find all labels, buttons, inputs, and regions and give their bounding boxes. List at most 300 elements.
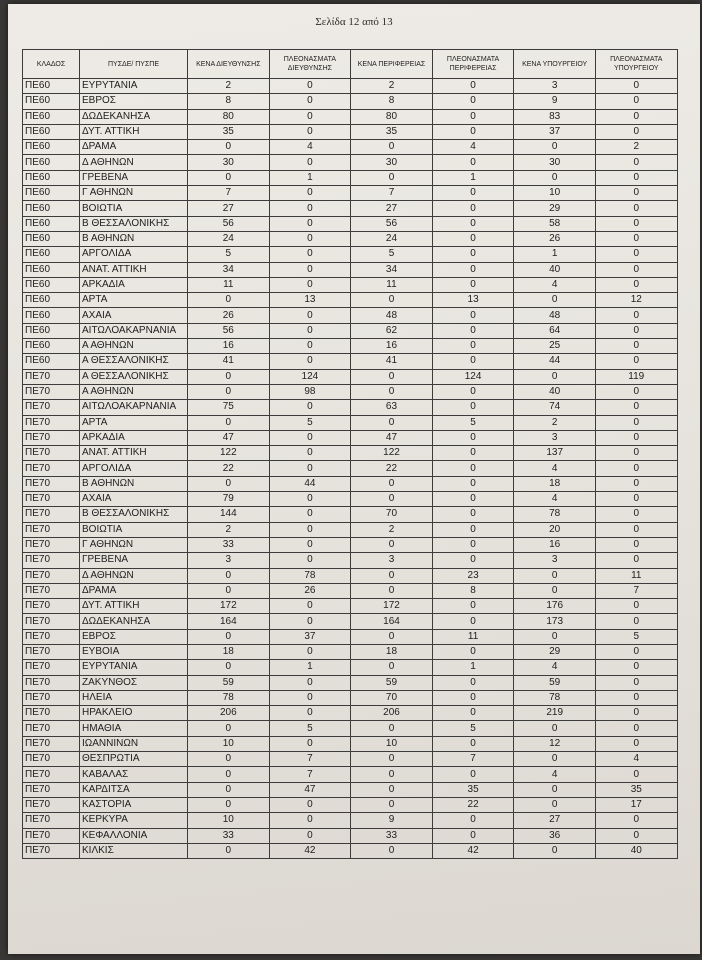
kena-perifereias-cell: 22 (351, 461, 433, 476)
kena-perifereias-cell: 0 (351, 629, 433, 644)
kena-ypourgeiou-cell: 9 (514, 94, 596, 109)
table-row (23, 231, 678, 246)
table-row (23, 614, 678, 629)
pysde-cell: ΑΡΤΑ (80, 293, 188, 308)
pleonasmata-ypourgeiou-cell: 0 (595, 461, 677, 476)
pysde-cell: ΑΡΚΑΔΙΑ (80, 430, 188, 445)
kena-ypourgeiou-cell: 176 (514, 599, 596, 614)
kena-ypourgeiou-cell: 3 (514, 553, 596, 568)
pleonasmata-dieuthynsis-cell: 7 (269, 767, 351, 782)
pleonasmata-perifereias-cell: 23 (432, 568, 514, 583)
pysde-cell: ΗΜΑΘΙΑ (80, 721, 188, 736)
kena-perifereias-cell: 0 (351, 797, 433, 812)
kena-dieuthynsis-cell: 2 (188, 79, 270, 94)
pleonasmata-ypourgeiou-cell: 0 (595, 354, 677, 369)
pleonasmata-dieuthynsis-cell: 13 (269, 293, 351, 308)
kena-dieuthynsis-cell: 206 (188, 706, 270, 721)
pleonasmata-ypourgeiou-cell: 0 (595, 507, 677, 522)
kena-perifereias-cell: 10 (351, 736, 433, 751)
kena-dieuthynsis-cell: 0 (188, 721, 270, 736)
klados-cell: ΠΕ60 (23, 339, 80, 354)
klados-cell: ΠΕ70 (23, 507, 80, 522)
kena-ypourgeiou-cell: 27 (514, 813, 596, 828)
pysde-cell: ΕΥΒΟΙΑ (80, 644, 188, 659)
pleonasmata-perifereias-cell: 0 (432, 308, 514, 323)
pleonasmata-perifereias-cell: 0 (432, 614, 514, 629)
pleonasmata-ypourgeiou-cell: 0 (595, 767, 677, 782)
pleonasmata-dieuthynsis-cell: 0 (269, 277, 351, 292)
kena-ypourgeiou-cell: 25 (514, 339, 596, 354)
kena-dieuthynsis-cell: 41 (188, 354, 270, 369)
pysde-cell: ΕΥΡΥΤΑΝΙΑ (80, 79, 188, 94)
kena-ypourgeiou-cell: 2 (514, 415, 596, 430)
pleonasmata-perifereias-cell: 0 (432, 675, 514, 690)
pysde-cell: Β ΘΕΣΣΑΛΟΝΙΚΗΣ (80, 216, 188, 231)
pleonasmata-dieuthynsis-cell: 0 (269, 231, 351, 246)
kena-dieuthynsis-cell: 0 (188, 369, 270, 384)
pleonasmata-ypourgeiou-cell: 40 (595, 843, 677, 858)
pysde-cell: Β ΑΘΗΝΩΝ (80, 476, 188, 491)
pleonasmata-dieuthynsis-cell: 0 (269, 308, 351, 323)
pysde-cell: ΑΧΑΙΑ (80, 308, 188, 323)
kena-dieuthynsis-cell: 5 (188, 247, 270, 262)
pleonasmata-perifereias-cell: 0 (432, 231, 514, 246)
header-pleonasmata-ypourgeiou: ΠΛΕΟΝΑΣΜΑΤΑ ΥΠΟΥΡΓΕΙΟΥ (595, 50, 677, 79)
kena-perifereias-cell: 48 (351, 308, 433, 323)
pleonasmata-dieuthynsis-cell: 26 (269, 583, 351, 598)
klados-cell: ΠΕ70 (23, 446, 80, 461)
pleonasmata-perifereias-cell: 0 (432, 430, 514, 445)
klados-cell: ΠΕ60 (23, 79, 80, 94)
klados-cell: ΠΕ60 (23, 124, 80, 139)
pleonasmata-ypourgeiou-cell: 0 (595, 186, 677, 201)
pleonasmata-ypourgeiou-cell: 0 (595, 690, 677, 705)
pleonasmata-ypourgeiou-cell: 12 (595, 293, 677, 308)
kena-perifereias-cell: 70 (351, 690, 433, 705)
pleonasmata-ypourgeiou-cell: 0 (595, 446, 677, 461)
pleonasmata-dieuthynsis-cell: 0 (269, 507, 351, 522)
kena-perifereias-cell: 11 (351, 277, 433, 292)
table-row (23, 813, 678, 828)
klados-cell: ΠΕ60 (23, 201, 80, 216)
klados-cell: ΠΕ70 (23, 736, 80, 751)
kena-dieuthynsis-cell: 0 (188, 568, 270, 583)
header-pleonasmata-perifereias: ΠΛΕΟΝΑΣΜΑΤΑ ΠΕΡΙΦΕΡΕΙΑΣ (432, 50, 514, 79)
kena-dieuthynsis-cell: 79 (188, 492, 270, 507)
pleonasmata-perifereias-cell: 124 (432, 369, 514, 384)
kena-ypourgeiou-cell: 0 (514, 140, 596, 155)
pysde-cell: ΑΙΤΩΛΟΑΚΑΡΝΑΝΙΑ (80, 323, 188, 338)
pleonasmata-perifereias-cell: 4 (432, 140, 514, 155)
kena-dieuthynsis-cell: 0 (188, 415, 270, 430)
kena-perifereias-cell: 59 (351, 675, 433, 690)
document-page (8, 4, 700, 954)
pleonasmata-perifereias-cell: 1 (432, 170, 514, 185)
pysde-cell: ΑΝΑΤ. ΑΤΤΙΚΗ (80, 262, 188, 277)
pleonasmata-perifereias-cell: 0 (432, 323, 514, 338)
kena-dieuthynsis-cell: 33 (188, 828, 270, 843)
pleonasmata-perifereias-cell: 11 (432, 629, 514, 644)
kena-dieuthynsis-cell: 164 (188, 614, 270, 629)
kena-dieuthynsis-cell: 59 (188, 675, 270, 690)
table-row (23, 400, 678, 415)
kena-dieuthynsis-cell: 34 (188, 262, 270, 277)
pleonasmata-dieuthynsis-cell: 0 (269, 537, 351, 552)
klados-cell: ΠΕ70 (23, 629, 80, 644)
pleonasmata-ypourgeiou-cell: 0 (595, 828, 677, 843)
kena-ypourgeiou-cell: 4 (514, 461, 596, 476)
pleonasmata-dieuthynsis-cell: 0 (269, 553, 351, 568)
pleonasmata-ypourgeiou-cell: 0 (595, 553, 677, 568)
kena-perifereias-cell: 0 (351, 384, 433, 399)
pleonasmata-ypourgeiou-cell: 0 (595, 94, 677, 109)
klados-cell: ΠΕ60 (23, 277, 80, 292)
kena-dieuthynsis-cell: 22 (188, 461, 270, 476)
pysde-cell: Α ΘΕΣΣΑΛΟΝΙΚΗΣ (80, 369, 188, 384)
kena-ypourgeiou-cell: 78 (514, 507, 596, 522)
kena-ypourgeiou-cell: 12 (514, 736, 596, 751)
pleonasmata-perifereias-cell: 0 (432, 522, 514, 537)
pleonasmata-dieuthynsis-cell: 98 (269, 384, 351, 399)
pleonasmata-dieuthynsis-cell: 0 (269, 94, 351, 109)
kena-perifereias-cell: 0 (351, 492, 433, 507)
kena-ypourgeiou-cell: 59 (514, 675, 596, 690)
kena-ypourgeiou-cell: 0 (514, 369, 596, 384)
table-row (23, 94, 678, 109)
klados-cell: ΠΕ70 (23, 828, 80, 843)
kena-ypourgeiou-cell: 0 (514, 752, 596, 767)
table-row (23, 369, 678, 384)
pleonasmata-ypourgeiou-cell: 5 (595, 629, 677, 644)
kena-perifereias-cell: 0 (351, 140, 433, 155)
pysde-cell: ΗΛΕΙΑ (80, 690, 188, 705)
kena-perifereias-cell: 0 (351, 568, 433, 583)
table-row (23, 277, 678, 292)
kena-ypourgeiou-cell: 40 (514, 262, 596, 277)
header-kena-ypourgeiou: ΚΕΝΑ ΥΠΟΥΡΓΕΙΟΥ (514, 50, 596, 79)
kena-ypourgeiou-cell: 40 (514, 384, 596, 399)
pleonasmata-perifereias-cell: 0 (432, 277, 514, 292)
klados-cell: ΠΕ60 (23, 170, 80, 185)
pleonasmata-dieuthynsis-cell: 0 (269, 109, 351, 124)
pysde-cell: ΕΒΡΟΣ (80, 94, 188, 109)
kena-ypourgeiou-cell: 4 (514, 277, 596, 292)
pleonasmata-perifereias-cell: 0 (432, 828, 514, 843)
pleonasmata-perifereias-cell: 0 (432, 476, 514, 491)
kena-ypourgeiou-cell: 74 (514, 400, 596, 415)
kena-dieuthynsis-cell: 0 (188, 293, 270, 308)
pleonasmata-ypourgeiou-cell: 0 (595, 675, 677, 690)
table-row (23, 675, 678, 690)
table-row (23, 124, 678, 139)
klados-cell: ΠΕ70 (23, 553, 80, 568)
table-row (23, 828, 678, 843)
kena-dieuthynsis-cell: 27 (188, 201, 270, 216)
kena-perifereias-cell: 3 (351, 553, 433, 568)
table-row (23, 109, 678, 124)
pleonasmata-dieuthynsis-cell: 0 (269, 446, 351, 461)
klados-cell: ΠΕ60 (23, 216, 80, 231)
kena-perifereias-cell: 0 (351, 537, 433, 552)
pleonasmata-perifereias-cell: 0 (432, 537, 514, 552)
pleonasmata-ypourgeiou-cell: 0 (595, 400, 677, 415)
kena-perifereias-cell: 8 (351, 94, 433, 109)
pleonasmata-ypourgeiou-cell: 0 (595, 599, 677, 614)
pysde-cell: ΔΥΤ. ΑΤΤΙΚΗ (80, 124, 188, 139)
pleonasmata-dieuthynsis-cell: 0 (269, 339, 351, 354)
kena-dieuthynsis-cell: 30 (188, 155, 270, 170)
pysde-cell: ΚΑΣΤΟΡΙΑ (80, 797, 188, 812)
kena-dieuthynsis-cell: 75 (188, 400, 270, 415)
klados-cell: ΠΕ60 (23, 354, 80, 369)
pleonasmata-perifereias-cell: 0 (432, 446, 514, 461)
pleonasmata-ypourgeiou-cell: 0 (595, 170, 677, 185)
pysde-cell: ΑΡΤΑ (80, 415, 188, 430)
klados-cell: ΠΕ60 (23, 186, 80, 201)
pysde-cell: ΓΡΕΒΕΝΑ (80, 553, 188, 568)
header-pleonasmata-dieuthynsis: ΠΛΕΟΝΑΣΜΑΤΑ ΔΙΕΥΘΥΝΣΗΣ (269, 50, 351, 79)
kena-dieuthynsis-cell: 18 (188, 644, 270, 659)
klados-cell: ΠΕ70 (23, 400, 80, 415)
pleonasmata-perifereias-cell: 0 (432, 262, 514, 277)
kena-perifereias-cell: 56 (351, 216, 433, 231)
kena-dieuthynsis-cell: 24 (188, 231, 270, 246)
pysde-cell: Δ ΑΘΗΝΩΝ (80, 155, 188, 170)
kena-perifereias-cell: 0 (351, 293, 433, 308)
pleonasmata-perifereias-cell: 0 (432, 124, 514, 139)
pleonasmata-dieuthynsis-cell: 0 (269, 736, 351, 751)
pleonasmata-ypourgeiou-cell: 0 (595, 201, 677, 216)
pleonasmata-ypourgeiou-cell: 0 (595, 736, 677, 751)
klados-cell: ΠΕ60 (23, 308, 80, 323)
klados-cell: ΠΕ70 (23, 752, 80, 767)
table-row (23, 262, 678, 277)
kena-dieuthynsis-cell: 0 (188, 752, 270, 767)
table-row (23, 415, 678, 430)
pysde-cell: ΓΡΕΒΕΝΑ (80, 170, 188, 185)
pleonasmata-ypourgeiou-cell: 0 (595, 339, 677, 354)
klados-cell: ΠΕ70 (23, 660, 80, 675)
pleonasmata-perifereias-cell: 0 (432, 553, 514, 568)
pleonasmata-ypourgeiou-cell: 2 (595, 140, 677, 155)
kena-ypourgeiou-cell: 36 (514, 828, 596, 843)
pleonasmata-dieuthynsis-cell: 0 (269, 247, 351, 262)
pysde-cell: Γ ΑΘΗΝΩΝ (80, 186, 188, 201)
pysde-cell: ΗΡΑΚΛΕΙΟ (80, 706, 188, 721)
kena-dieuthynsis-cell: 3 (188, 553, 270, 568)
klados-cell: ΠΕ70 (23, 706, 80, 721)
pleonasmata-ypourgeiou-cell: 0 (595, 79, 677, 94)
kena-dieuthynsis-cell: 0 (188, 140, 270, 155)
kena-ypourgeiou-cell: 20 (514, 522, 596, 537)
klados-cell: ΠΕ70 (23, 522, 80, 537)
klados-cell: ΠΕ60 (23, 140, 80, 155)
klados-cell: ΠΕ70 (23, 492, 80, 507)
pleonasmata-perifereias-cell: 0 (432, 384, 514, 399)
kena-dieuthynsis-cell: 56 (188, 323, 270, 338)
table-row (23, 797, 678, 812)
table-row (23, 186, 678, 201)
pleonasmata-ypourgeiou-cell: 17 (595, 797, 677, 812)
klados-cell: ΠΕ70 (23, 614, 80, 629)
klados-cell: ΠΕ70 (23, 767, 80, 782)
kena-dieuthynsis-cell: 0 (188, 583, 270, 598)
pysde-cell: ΕΒΡΟΣ (80, 629, 188, 644)
pysde-cell: ΑΙΤΩΛΟΑΚΑΡΝΑΝΙΑ (80, 400, 188, 415)
pleonasmata-ypourgeiou-cell: 0 (595, 522, 677, 537)
pleonasmata-perifereias-cell: 0 (432, 690, 514, 705)
kena-perifereias-cell: 2 (351, 79, 433, 94)
pleonasmata-perifereias-cell: 0 (432, 216, 514, 231)
pleonasmata-perifereias-cell: 42 (432, 843, 514, 858)
pleonasmata-dieuthynsis-cell: 0 (269, 644, 351, 659)
pleonasmata-perifereias-cell: 0 (432, 706, 514, 721)
kena-ypourgeiou-cell: 1 (514, 247, 596, 262)
pleonasmata-ypourgeiou-cell: 0 (595, 231, 677, 246)
pysde-cell: ΚΑΡΔΙΤΣΑ (80, 782, 188, 797)
table-row (23, 522, 678, 537)
table-row (23, 155, 678, 170)
pleonasmata-dieuthynsis-cell: 0 (269, 400, 351, 415)
pleonasmata-perifereias-cell: 0 (432, 736, 514, 751)
kena-perifereias-cell: 35 (351, 124, 433, 139)
kena-dieuthynsis-cell: 8 (188, 94, 270, 109)
pysde-cell: Δ ΑΘΗΝΩΝ (80, 568, 188, 583)
kena-dieuthynsis-cell: 2 (188, 522, 270, 537)
pleonasmata-perifereias-cell: 0 (432, 94, 514, 109)
pysde-cell: ΖΑΚΥΝΘΟΣ (80, 675, 188, 690)
kena-dieuthynsis-cell: 0 (188, 767, 270, 782)
table-row (23, 446, 678, 461)
pleonasmata-perifereias-cell: 13 (432, 293, 514, 308)
table-row (23, 721, 678, 736)
pysde-cell: Α ΑΘΗΝΩΝ (80, 384, 188, 399)
pleonasmata-perifereias-cell: 1 (432, 660, 514, 675)
klados-cell: ΠΕ60 (23, 155, 80, 170)
table-row (23, 629, 678, 644)
table-row (23, 553, 678, 568)
pleonasmata-dieuthynsis-cell: 0 (269, 492, 351, 507)
klados-cell: ΠΕ70 (23, 675, 80, 690)
pysde-cell: ΔΡΑΜΑ (80, 140, 188, 155)
table-row (23, 79, 678, 94)
klados-cell: ΠΕ60 (23, 293, 80, 308)
kena-dieuthynsis-cell: 10 (188, 736, 270, 751)
kena-dieuthynsis-cell: 0 (188, 797, 270, 812)
kena-ypourgeiou-cell: 4 (514, 660, 596, 675)
pleonasmata-perifereias-cell: 5 (432, 721, 514, 736)
kena-ypourgeiou-cell: 37 (514, 124, 596, 139)
pleonasmata-ypourgeiou-cell: 0 (595, 476, 677, 491)
kena-ypourgeiou-cell: 219 (514, 706, 596, 721)
pysde-cell: ΕΥΡΥΤΑΝΙΑ (80, 660, 188, 675)
table-row (23, 308, 678, 323)
klados-cell: ΠΕ60 (23, 247, 80, 262)
kena-ypourgeiou-cell: 29 (514, 644, 596, 659)
kena-perifereias-cell: 63 (351, 400, 433, 415)
pleonasmata-dieuthynsis-cell: 5 (269, 415, 351, 430)
kena-perifereias-cell: 0 (351, 767, 433, 782)
table-row (23, 247, 678, 262)
pleonasmata-ypourgeiou-cell: 11 (595, 568, 677, 583)
pleonasmata-ypourgeiou-cell: 0 (595, 813, 677, 828)
klados-cell: ΠΕ70 (23, 843, 80, 858)
klados-cell: ΠΕ70 (23, 690, 80, 705)
pleonasmata-perifereias-cell: 0 (432, 109, 514, 124)
pleonasmata-ypourgeiou-cell: 0 (595, 216, 677, 231)
kena-perifereias-cell: 62 (351, 323, 433, 338)
pleonasmata-dieuthynsis-cell: 0 (269, 461, 351, 476)
kena-dieuthynsis-cell: 33 (188, 537, 270, 552)
header-kena-perifereias: ΚΕΝΑ ΠΕΡΙΦΕΡΕΙΑΣ (351, 50, 433, 79)
pysde-cell: ΚΕΦΑΛΛΟΝΙΑ (80, 828, 188, 843)
pleonasmata-perifereias-cell: 0 (432, 492, 514, 507)
pleonasmata-ypourgeiou-cell: 0 (595, 644, 677, 659)
pleonasmata-ypourgeiou-cell: 0 (595, 706, 677, 721)
pleonasmata-perifereias-cell: 0 (432, 599, 514, 614)
kena-perifereias-cell: 0 (351, 369, 433, 384)
klados-cell: ΠΕ70 (23, 476, 80, 491)
pleonasmata-ypourgeiou-cell: 4 (595, 752, 677, 767)
table-row (23, 583, 678, 598)
table-row (23, 736, 678, 751)
klados-cell: ΠΕ70 (23, 583, 80, 598)
kena-dieuthynsis-cell: 56 (188, 216, 270, 231)
pleonasmata-ypourgeiou-cell: 7 (595, 583, 677, 598)
pleonasmata-perifereias-cell: 0 (432, 247, 514, 262)
pleonasmata-dieuthynsis-cell: 0 (269, 599, 351, 614)
kena-ypourgeiou-cell: 64 (514, 323, 596, 338)
kena-ypourgeiou-cell: 0 (514, 629, 596, 644)
kena-perifereias-cell: 41 (351, 354, 433, 369)
kena-ypourgeiou-cell: 10 (514, 186, 596, 201)
pleonasmata-dieuthynsis-cell: 0 (269, 813, 351, 828)
pleonasmata-perifereias-cell: 0 (432, 201, 514, 216)
kena-ypourgeiou-cell: 0 (514, 782, 596, 797)
pleonasmata-perifereias-cell: 7 (432, 752, 514, 767)
pysde-cell: Β ΘΕΣΣΑΛΟΝΙΚΗΣ (80, 507, 188, 522)
table-row (23, 752, 678, 767)
klados-cell: ΠΕ70 (23, 461, 80, 476)
pleonasmata-ypourgeiou-cell: 119 (595, 369, 677, 384)
pleonasmata-dieuthynsis-cell: 0 (269, 797, 351, 812)
kena-perifereias-cell: 0 (351, 721, 433, 736)
pleonasmata-perifereias-cell: 0 (432, 155, 514, 170)
table-row (23, 690, 678, 705)
kena-perifereias-cell: 27 (351, 201, 433, 216)
pleonasmata-perifereias-cell: 0 (432, 461, 514, 476)
kena-dieuthynsis-cell: 78 (188, 690, 270, 705)
pleonasmata-dieuthynsis-cell: 42 (269, 843, 351, 858)
table-row (23, 384, 678, 399)
pleonasmata-perifereias-cell: 0 (432, 186, 514, 201)
table-row (23, 660, 678, 675)
klados-cell: ΠΕ70 (23, 384, 80, 399)
pleonasmata-dieuthynsis-cell: 0 (269, 430, 351, 445)
pysde-cell: ΔΩΔΕΚΑΝΗΣΑ (80, 614, 188, 629)
pleonasmata-dieuthynsis-cell: 1 (269, 660, 351, 675)
kena-perifereias-cell: 122 (351, 446, 433, 461)
kena-perifereias-cell: 24 (351, 231, 433, 246)
pysde-cell: ΒΟΙΩΤΙΑ (80, 522, 188, 537)
kena-ypourgeiou-cell: 18 (514, 476, 596, 491)
pleonasmata-dieuthynsis-cell: 0 (269, 201, 351, 216)
header-pysde: ΠΥΣΔΕ/ ΠΥΣΠΕ (80, 50, 188, 79)
pleonasmata-ypourgeiou-cell: 0 (595, 323, 677, 338)
pysde-cell: ΚΑΒΑΛΑΣ (80, 767, 188, 782)
kena-perifereias-cell: 0 (351, 476, 433, 491)
pleonasmata-ypourgeiou-cell: 0 (595, 415, 677, 430)
